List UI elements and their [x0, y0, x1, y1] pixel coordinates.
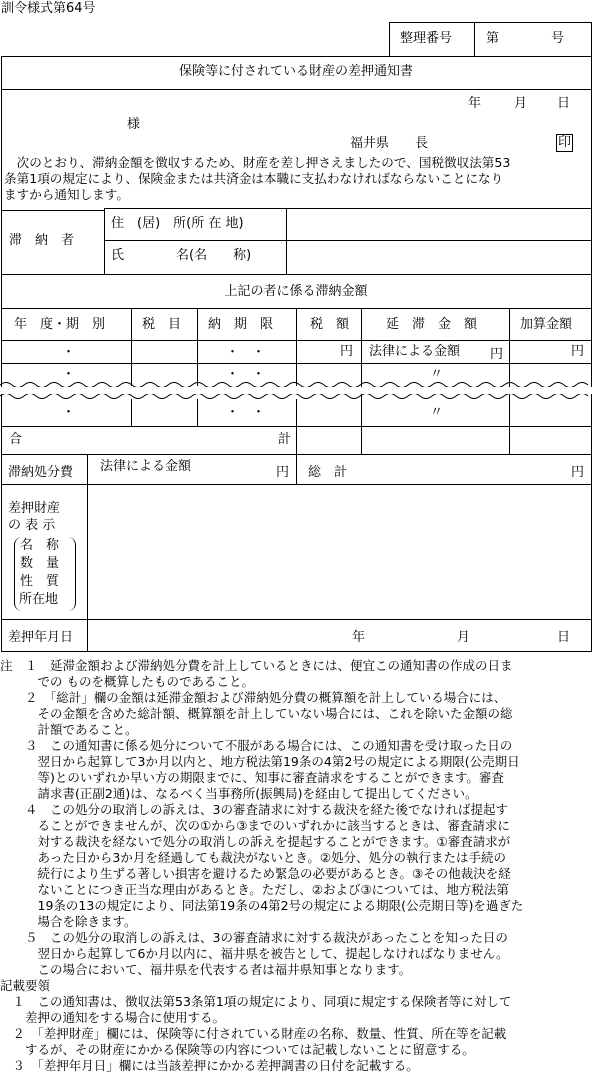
property-item-meisho: 名 称: [20, 538, 60, 553]
issuer-name: 福井県 長: [350, 136, 429, 151]
seizure-date-hi: 日: [557, 630, 571, 645]
note-line: ることができませんが、次の①から③までのいずれかに該当するときは、審査請求に: [0, 818, 510, 833]
note-line: ２ 「差押財産」欄には、保険等に付されている財産の名称、数量、性質、所在等を記載: [0, 1026, 507, 1041]
row2-entai-ditto: 〃: [430, 367, 444, 382]
kisai-yoryo-heading: 記載要領: [0, 978, 51, 993]
row1-entai-yen: 円: [490, 347, 504, 362]
note-line: 注 １ 延滞金額および滞納処分費を計上しているときには、便宜この通知書の作成の日ま: [0, 658, 513, 673]
processing-fee-label: 滞納処分費: [8, 465, 74, 480]
note-line: 翌日から起算して3か月以内と、地方税法第19条の4第2号の規定による期限(公売期日: [0, 754, 520, 769]
col-zeigaku: 税 額: [310, 317, 350, 332]
col-zeimoku: 税 目: [142, 317, 182, 332]
total-label-right: 計: [278, 432, 292, 447]
property-item-seishitsu: 性 質: [20, 574, 60, 589]
date-hi: 日: [557, 96, 571, 111]
property-label-2: の 表 示: [8, 518, 56, 533]
body-line-1: 次のとおり、滞納金額を徴収するため、財産を差し押さえましたので、国税徴収法第53: [4, 155, 511, 170]
total-label-left: 合: [9, 432, 23, 447]
note-line: 場合を除きます。: [0, 914, 137, 929]
row1-entai-value: 法律による金額: [369, 344, 461, 359]
body-line-3: ますから通知します。: [4, 187, 129, 202]
note-line: ないことにつき正当な理由があるとき。ただし、②および③については、地方税法第: [0, 882, 509, 897]
seiri-bango-label: 整理番号: [400, 31, 453, 46]
note-line: 等)とのいずれか早い方の期限までに、知事に審査請求をすることができます。審査: [0, 770, 504, 785]
note-line: 19条の13の規定により、同法第19条の4第2号の規定による期限(公売期日等)を過ぎた: [0, 898, 524, 913]
grand-total-label: 総 計: [308, 465, 348, 480]
taxpayer-label: 滞 納 者: [9, 233, 75, 248]
note-line: 請求書(正副2通)は、なるべく当事務所(振興局)を経由して提出してください。: [0, 786, 478, 801]
note-line: での ものを概算したものであること。: [0, 674, 254, 689]
document-title: 保険等に付されている財産の差押通知書: [178, 64, 413, 79]
note-line: 対する裁決を経ないで処分の取消しの訴えを提起することができます。①審査請求が: [0, 834, 511, 849]
note-line: 翌日から起算して6か月以内に、福井県を被告として、提起しなければなりません。: [0, 946, 509, 961]
form-number: 訓令様式第64号: [1, 1, 96, 16]
processing-fee-value: 法律による金額: [100, 459, 192, 474]
row1-nendo-dot: ・: [62, 345, 76, 360]
row3-nendo-dot: ・: [62, 405, 76, 420]
note-line: この場合において、福井県を代表する者は福井県知事となります。: [0, 962, 412, 977]
taxpayer-name-label: 氏 名(名 称): [111, 248, 252, 263]
seizure-date-tsuki: 月: [457, 630, 471, 645]
taxpayer-address-label: 住 (居) 所(所 在 地): [111, 216, 244, 231]
seizure-date-nen: 年: [352, 630, 366, 645]
seizure-date-label: 差押年月日: [8, 630, 74, 645]
row1-zeigaku-yen: 円: [340, 344, 354, 359]
property-item-suryo: 数 量: [20, 556, 60, 571]
note-line: ２ 「総計」欄の金額は延滞金額および滞納処分費の概算額を計上している場合には、: [0, 690, 507, 705]
col-kasan-kingaku: 加算金額: [520, 317, 573, 332]
note-line: ３ 「差押年月日」欄には当該差押にかかる差押調書の日付を記載する。: [0, 1058, 419, 1073]
col-nendo-kibetsu: 年 度・期 別: [14, 317, 106, 332]
date-tsuki: 月: [514, 96, 528, 111]
col-nouki-gen: 納 期 限: [208, 317, 274, 332]
seiri-bango-value: 第 号: [486, 31, 565, 46]
row3-entai-ditto: 〃: [430, 405, 444, 420]
property-label-1: 差押財産: [8, 501, 61, 516]
row1-nouki-dots: ・ ・: [226, 345, 266, 360]
property-item-shozaichi: 所在地: [19, 592, 59, 607]
note-line: ４ この処分の取消しの訴えは、3の審査請求に対する裁決を経た後でなければ提起す: [0, 802, 508, 817]
body-line-2: 条第1項の規定により、保険金または共済金は本職に支払わなければならないことになり: [4, 171, 504, 186]
row3-nouki-dots: ・ ・: [226, 405, 266, 420]
note-line: 続行により生ずる著しい損害を避けるため緊急の必要があるとき。③その他裁決を経: [0, 866, 511, 881]
note-line: 差押の通知をする場合に使用する。: [0, 1010, 226, 1025]
note-line: ３ この通知書に係る処分について不服がある場合には、この通知書を受け取った日の: [0, 738, 513, 753]
seal-mark: 印: [558, 135, 572, 150]
row2-nouki-dots: ・ ・: [226, 367, 266, 382]
note-line: その金額を含めた総計額、概算額を計上していない場合には、これを除いた金額の総: [0, 706, 513, 721]
note-line: １ この通知書は、徴収法第53条第1項の規定により、同項に規定する保険者等に対して: [0, 994, 512, 1009]
note-line: ５ この処分の取消しの訴えは、3の審査請求に対する裁決があったことを知った日の: [0, 930, 508, 945]
processing-fee-yen: 円: [276, 465, 290, 480]
note-line: あった日から3か月を経過しても裁決がないとき。②処分、処分の執行または手続の: [0, 850, 507, 865]
amount-section-title: 上記の者に係る滞納金額: [224, 284, 368, 299]
note-line: するが、その財産にかかる保険等の内容については記載しないことに留意する。: [0, 1042, 475, 1057]
row1-kasan-yen: 円: [571, 344, 585, 359]
col-entai-kingaku: 延 滞 金 額: [386, 317, 478, 332]
grand-total-yen: 円: [571, 465, 585, 480]
date-nen: 年: [468, 96, 482, 111]
row2-nendo-dot: ・: [62, 367, 76, 382]
note-line: 計額であること。: [0, 722, 138, 737]
addressee-sama: 様: [127, 117, 141, 132]
